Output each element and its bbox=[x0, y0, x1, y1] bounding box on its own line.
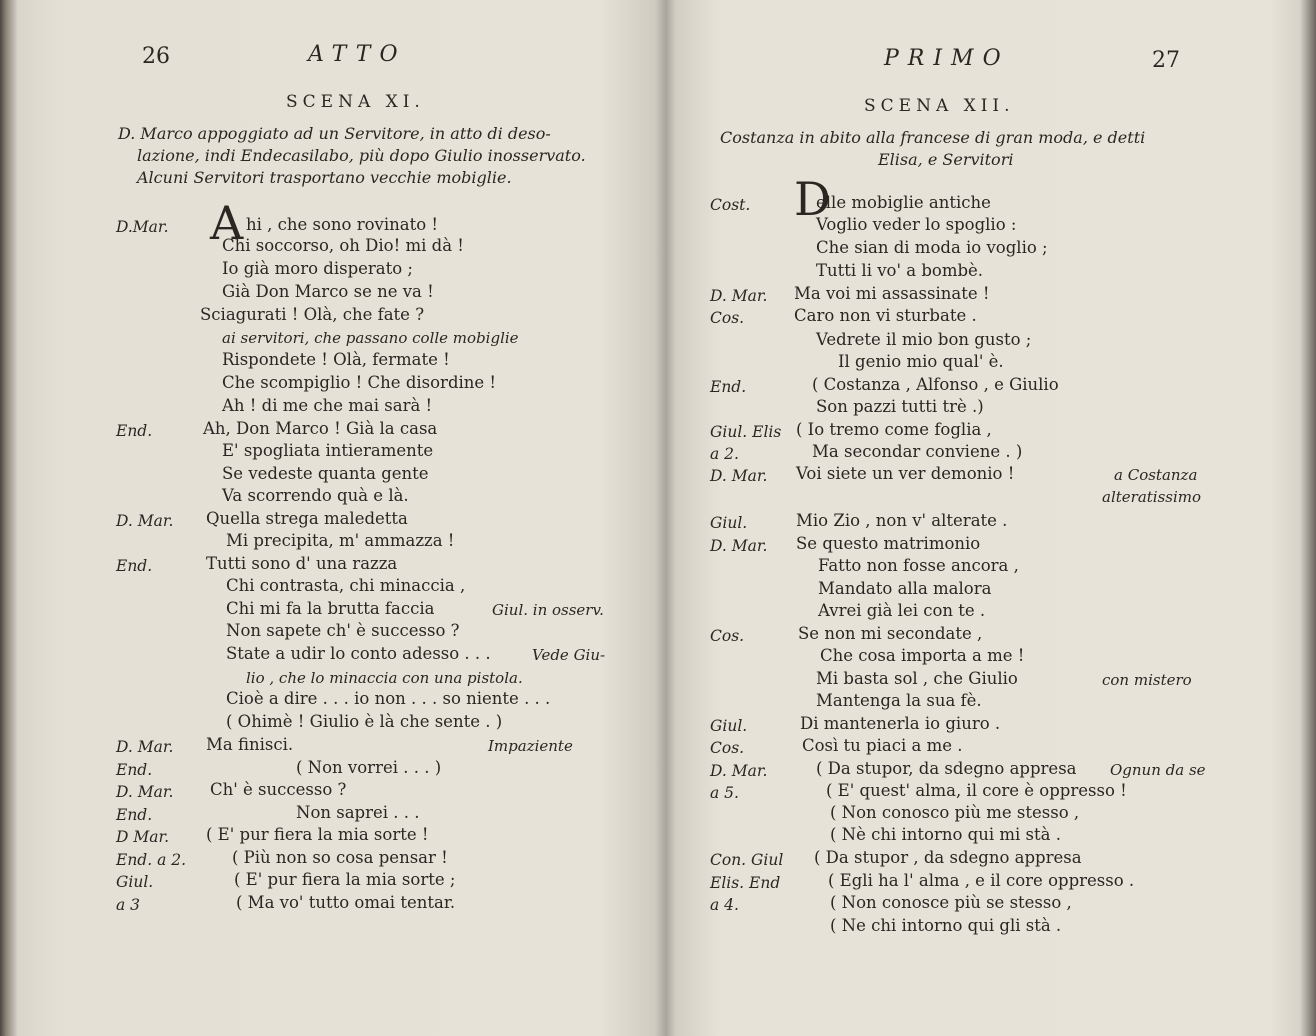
page-number: 26 bbox=[142, 44, 170, 69]
speaker-label: Giul. bbox=[710, 717, 748, 735]
verse-line: ( Io tremo come foglia , bbox=[796, 420, 992, 439]
verse-line: State a udir lo conto adesso . . . bbox=[226, 644, 491, 663]
running-head: ATTO bbox=[308, 42, 407, 67]
speaker-label: Elis. End bbox=[710, 874, 781, 892]
speaker-label: D. Mar. bbox=[710, 287, 768, 305]
speaker-label: End. bbox=[116, 761, 153, 779]
stage-note: lio , che lo minaccia con una pistola. bbox=[246, 669, 523, 687]
stage-direction-line: Costanza in abito alla francese di gran moda, e detti bbox=[720, 128, 1146, 147]
verse-line: elle mobiglie antiche bbox=[816, 193, 991, 212]
verse-line: Caro non vi sturbate . bbox=[794, 306, 977, 325]
verse-line: Di mantenerla io giuro . bbox=[800, 714, 1001, 733]
verse-line: Chi mi fa la brutta faccia bbox=[226, 599, 435, 618]
speaker-label: a 3 bbox=[116, 896, 141, 914]
verse-line: Che scompiglio ! Che disordine ! bbox=[222, 373, 497, 392]
verse-line: Mi basta sol , che Giulio bbox=[816, 669, 1018, 688]
verse-line: Io già moro disperato ; bbox=[222, 259, 413, 278]
drop-cap: A bbox=[210, 196, 244, 250]
verse-line: Vedrete il mio bon gusto ; bbox=[816, 330, 1032, 349]
speaker-label: Cos. bbox=[710, 739, 745, 757]
verse-line: Che sian di moda io voglio ; bbox=[816, 238, 1048, 257]
verse-line: ( Nè chi intorno qui mi stà . bbox=[830, 825, 1061, 844]
stage-direction-line: Elisa, e Servitori bbox=[878, 150, 1014, 169]
verse-line: Cioè a dire . . . io non . . . so niente . . . bbox=[226, 689, 551, 708]
verse-line: ( Non conosce più se stesso , bbox=[830, 893, 1072, 912]
verse-line: hi , che sono rovinato ! bbox=[246, 215, 439, 234]
verse-line: Non saprei . . . bbox=[296, 803, 420, 822]
verse-line: Che cosa importa a me ! bbox=[820, 646, 1025, 665]
speaker-label: Cos. bbox=[710, 309, 745, 327]
stage-note: Giul. in osserv. bbox=[492, 601, 604, 619]
verse-line: Ma secondar conviene . ) bbox=[812, 442, 1023, 461]
stage-note: ai servitori, che passano colle mobiglie bbox=[222, 329, 519, 347]
speaker-label: D. Mar. bbox=[116, 512, 174, 530]
stage-note: Ognun da se bbox=[1110, 761, 1206, 779]
verse-line: Tutti sono d' una razza bbox=[206, 554, 398, 573]
stage-note: alteratissimo bbox=[1102, 488, 1202, 506]
drop-cap: D bbox=[794, 172, 831, 226]
verse-line: Mantenga la sua fè. bbox=[816, 691, 982, 710]
stage-direction-line: Alcuni Servitori trasportano vecchie mobiglie. bbox=[137, 168, 512, 187]
speaker-label: End. bbox=[710, 378, 747, 396]
speaker-label: D. Mar. bbox=[710, 467, 768, 485]
verse-line: Ma finisci. bbox=[206, 735, 294, 754]
speaker-label: End. a 2. bbox=[116, 851, 187, 869]
verse-line: Son pazzi tutti trè .) bbox=[816, 397, 984, 416]
scene-title: SCENA XI. bbox=[286, 92, 425, 112]
speaker-label: Giul. bbox=[710, 514, 748, 532]
speaker-label: End. bbox=[116, 806, 153, 824]
verse-line: ( Più non so cosa pensar ! bbox=[232, 848, 448, 867]
speaker-label: D.Mar. bbox=[116, 218, 169, 236]
verse-line: ( E' pur fiera la mia sorte ; bbox=[234, 870, 456, 889]
verse-line: Ah ! di me che mai sarà ! bbox=[222, 396, 433, 415]
verse-line: ( Da stupor , da sdegno appresa bbox=[814, 848, 1082, 867]
speaker-label: Cost. bbox=[710, 196, 751, 214]
verse-line: Sciagurati ! Olà, che fate ? bbox=[200, 305, 425, 324]
verse-line: Ma voi mi assassinate ! bbox=[794, 284, 990, 303]
verse-line: Quella strega maledetta bbox=[206, 509, 408, 528]
verse-line: ( Costanza , Alfonso , e Giulio bbox=[812, 375, 1059, 394]
speaker-label: a 5. bbox=[710, 784, 739, 802]
verse-line: ( Ohimè ! Giulio è là che sente . ) bbox=[226, 712, 503, 731]
verse-line: Mandato alla malora bbox=[818, 579, 992, 598]
verse-line: Mio Zio , non v' alterate . bbox=[796, 511, 1008, 530]
right-page bbox=[666, 0, 1316, 1036]
speaker-label: Giul. Elis bbox=[710, 423, 782, 441]
scene-title: SCENA XII. bbox=[864, 96, 1015, 116]
verse-line: Voglio veder lo spoglio : bbox=[816, 215, 1017, 234]
verse-line: Se questo matrimonio bbox=[796, 534, 981, 553]
verse-line: Chi contrasta, chi minaccia , bbox=[226, 576, 466, 595]
verse-line: Fatto non fosse ancora , bbox=[818, 556, 1019, 575]
verse-line: Voi siete un ver demonio ! bbox=[796, 464, 1015, 483]
speaker-label: D. Mar. bbox=[116, 738, 174, 756]
verse-line: Il genio mio qual' è. bbox=[838, 352, 1004, 371]
verse-line: Già Don Marco se ne va ! bbox=[222, 282, 434, 301]
verse-line: ( Ma vo' tutto omai tentar. bbox=[236, 893, 456, 912]
verse-line: ( Ne chi intorno qui gli stà . bbox=[830, 916, 1062, 935]
speaker-label: D. Mar. bbox=[710, 762, 768, 780]
verse-line: ( E' quest' alma, il core è oppresso ! bbox=[826, 781, 1127, 800]
speaker-label: End. bbox=[116, 422, 153, 440]
stage-direction-line: lazione, indi Endecasilabo, più dopo Giulio inosservato. bbox=[137, 146, 586, 165]
verse-line: Mi precipita, m' ammazza ! bbox=[226, 531, 455, 550]
speaker-label: a 2. bbox=[710, 445, 739, 463]
speaker-label: Cos. bbox=[710, 627, 745, 645]
page-number: 27 bbox=[1152, 48, 1180, 73]
verse-line: ( Non vorrei . . . ) bbox=[296, 758, 442, 777]
speaker-label: End. bbox=[116, 557, 153, 575]
running-head: PRIMO bbox=[884, 46, 1010, 71]
verse-line: Ah, Don Marco ! Già la casa bbox=[203, 419, 438, 438]
verse-line: ( Da stupor, da sdegno appresa bbox=[816, 759, 1077, 778]
verse-line: Avrei già lei con te . bbox=[818, 601, 986, 620]
verse-line: E' spogliata intieramente bbox=[222, 441, 434, 460]
verse-line: Non sapete ch' è successo ? bbox=[226, 621, 460, 640]
stage-note: con mistero bbox=[1102, 671, 1192, 689]
verse-line: Se non mi secondate , bbox=[798, 624, 983, 643]
stage-direction-line: D. Marco appoggiato ad un Servitore, in atto di deso- bbox=[118, 124, 551, 143]
verse-line: ( Egli ha l' alma , e il core oppresso . bbox=[828, 871, 1135, 890]
speaker-label: D. Mar. bbox=[710, 537, 768, 555]
verse-line: Così tu piaci a me . bbox=[802, 736, 963, 755]
verse-line: ( Non conosco più me stesso , bbox=[830, 803, 1080, 822]
verse-line: Va scorrendo quà e là. bbox=[222, 486, 409, 505]
verse-line: Se vedeste quanta gente bbox=[222, 464, 429, 483]
stage-note: a Costanza bbox=[1114, 466, 1198, 484]
stage-note: Vede Giu- bbox=[532, 646, 606, 664]
speaker-label: D. Mar. bbox=[116, 783, 174, 801]
verse-line: Chi soccorso, oh Dio! mi dà ! bbox=[222, 236, 464, 255]
speaker-label: Giul. bbox=[116, 873, 154, 891]
verse-line: Rispondete ! Olà, fermate ! bbox=[222, 350, 450, 369]
stage-note: Impaziente bbox=[488, 737, 573, 755]
verse-line: ( E' pur fiera la mia sorte ! bbox=[206, 825, 429, 844]
verse-line: Ch' è successo ? bbox=[210, 780, 347, 799]
speaker-label: D Mar. bbox=[116, 828, 170, 846]
speaker-label: Con. Giul bbox=[710, 851, 784, 869]
speaker-label: a 4. bbox=[710, 896, 739, 914]
verse-line: Tutti li vo' a bombè. bbox=[816, 261, 984, 280]
